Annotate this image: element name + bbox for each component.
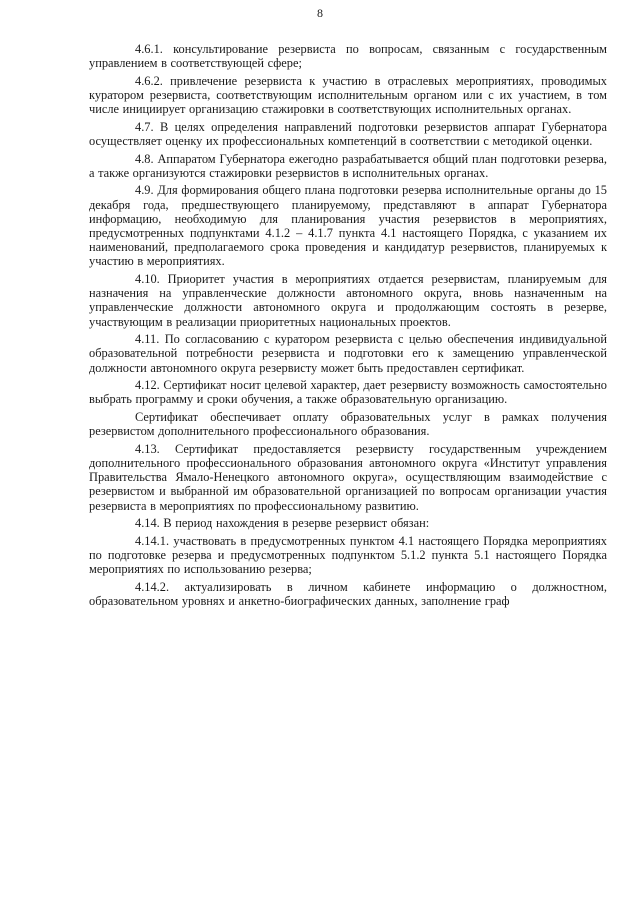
paragraph-4-10: 4.10. Приоритет участия в мероприятиях отдается резервистам, планируемым для назначения на управленческие должности автономного округа, вновь назначенным на управленческие должности автономного округа и продолжающим состоять в резерве, участвующим в реализации приоритетных национальных проектов. (89, 272, 607, 329)
paragraph-4-6-2: 4.6.2. привлечение резервиста к участию в отраслевых мероприятиях, проводимых куратором резервиста, соответствующим исполнительным органом или с их участием, в том числе инициирует организацию стажировки в соответствующих исполнительных органах. (89, 73, 607, 117)
paragraph-4-12: 4.12. Сертификат носит целевой характер, дает резервисту возможность самостоятельно выбрать программу и сроки обучения, а также образовательную организацию. (89, 378, 607, 407)
paragraph-4-14-2: 4.14.2. актуализировать в личном кабинете информацию о должностном, образовательном уровнях и анкетно-биографических данных, заполнение граф (89, 579, 607, 608)
paragraph-4-9: 4.9. Для формирования общего плана подготовки резерва исполнительные органы до 15 декабря года, предшествующего планируемому, представляют в аппарат Губернатора информацию, необходимую для планирования участия резервистов в мероприятиях, предусмотренных подпунктами 4.1.2 – 4.1.7 пункта 4.1 настоящего Порядка, с указанием их наименований, предполагаемого срока проведения и кандидатур резервистов, планируемых к участию в мероприятиях. (89, 183, 607, 269)
paragraph-4-13: 4.13. Сертификат предоставляется резервисту государственным учреждением дополнительного профессионального образования автономного округа «Институт управления Правительства Ямало-Ненецкого автономного округа», осуществляющим взаимодействие с резервистом и выбранной им образовательной организацией по вопросам организации участия резервиста в мероприятиях по профессиональному развитию. (89, 441, 607, 513)
paragraph-4-14-1: 4.14.1. участвовать в предусмотренных пунктом 4.1 настоящего Порядка мероприятиях по подготовке резерва и предусмотренных подпунктом 5.1.2 пункта 5.1 настоящего Порядка мероприятиях по использованию резерва; (89, 533, 607, 577)
paragraph-certificate-payment: Сертификат обеспечивает оплату образовательных услуг в рамках получения резервистом дополнительного профессионального образования. (89, 410, 607, 439)
page-number: 8 (317, 6, 323, 20)
paragraph-4-11: 4.11. По согласованию с куратором резервиста с целью обеспечения индивидуальной образовательной потребности резервиста и подготовки его к замещению управленческой должности автономного округа резервисту может быть предоставлен сертификат. (89, 332, 607, 375)
paragraph-4-8: 4.8. Аппаратом Губернатора ежегодно разрабатывается общий план подготовки резерва, а также организуются стажировки резервистов в исполнительных органах. (89, 151, 607, 180)
paragraph-4-14: 4.14. В период нахождения в резерве резервист обязан: (135, 516, 430, 531)
paragraph-4-6-1: 4.6.1. консультирование резервиста по вопросам, связанным с государственным управлением в соответствующей сфере; (89, 42, 607, 71)
paragraph-4-7: 4.7. В целях определения направлений подготовки резервистов аппарат Губернатора осуществляет оценку их профессиональных компетенций в соответствии с методикой оценки. (89, 119, 607, 148)
document-body (89, 42, 607, 608)
